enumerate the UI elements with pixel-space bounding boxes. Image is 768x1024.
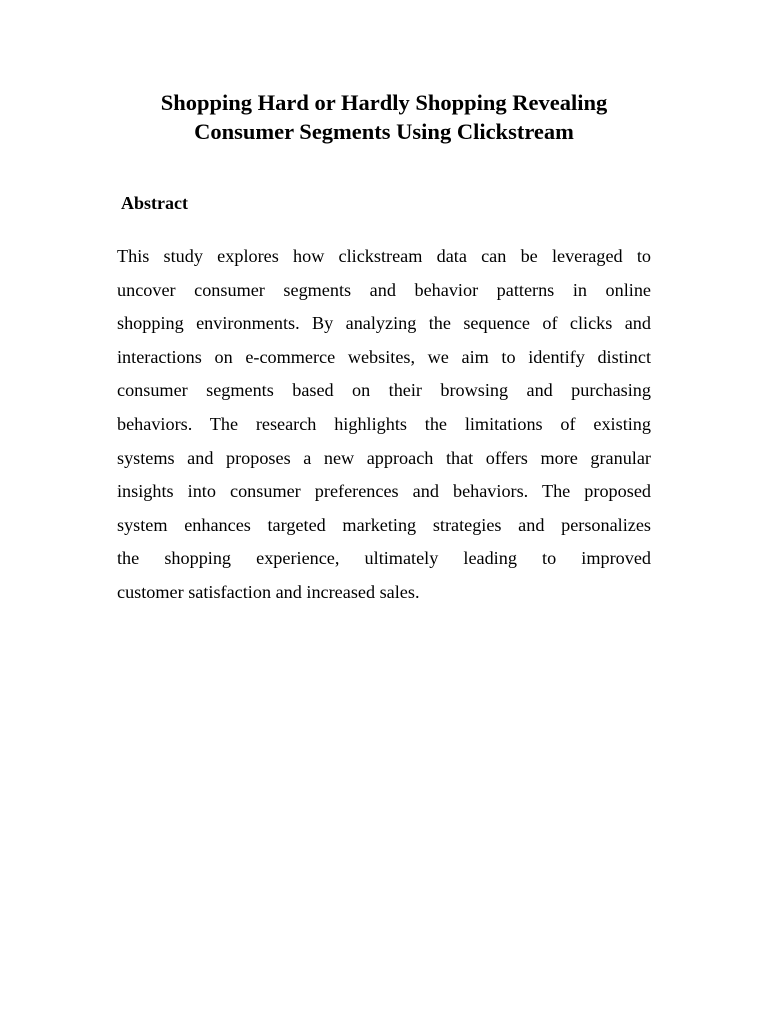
abstract-heading: Abstract: [121, 193, 188, 213]
abstract-line: shopping environments. By analyzing the sequence of clicks and: [117, 313, 651, 334]
abstract-line: system enhances targeted marketing strategies and personalizes: [117, 514, 651, 535]
abstract-line: insights into consumer preferences and behaviors. The proposed: [117, 481, 651, 502]
abstract-line: behaviors. The research highlights the limitations of existing: [117, 413, 651, 434]
abstract-line: consumer segments based on their browsing and purchasing: [117, 380, 651, 401]
abstract-line: uncover consumer segments and behavior patterns in online: [117, 279, 651, 300]
title-line: Shopping Hard or Hardly Shopping Revealing: [160, 90, 608, 115]
document-title: [100, 88, 668, 146]
abstract-line: interactions on e-commerce websites, we aim to identify distinct: [117, 346, 651, 367]
title-line: Consumer Segments Using Clickstream: [194, 119, 574, 144]
abstract-line: systems and proposes a new approach that offers more granular: [117, 447, 651, 468]
abstract-line: the shopping experience, ultimately leading to improved: [117, 548, 651, 569]
abstract-body: [117, 240, 651, 610]
abstract-line: This study explores how clickstream data can be leveraged to: [117, 246, 651, 266]
abstract-line: customer satisfaction and increased sales.: [117, 581, 420, 602]
